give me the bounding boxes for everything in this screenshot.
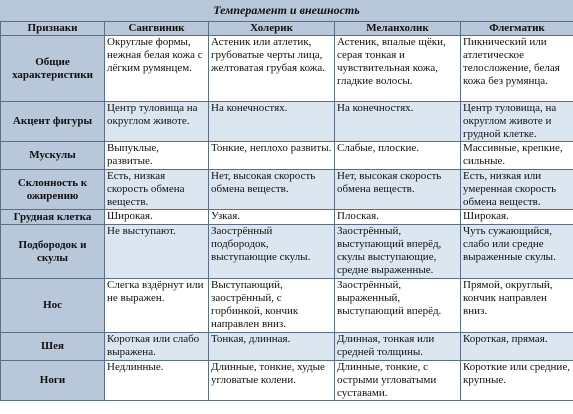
table-cell: Тонкие, неплохо развиты. [209, 142, 335, 170]
table-row [1, 210, 573, 225]
table-cell: Длинные, тонкие, с острыми угловатыми суставами. [335, 361, 461, 401]
table-cell: Не выступают. [105, 225, 209, 279]
table-cell: Заострённый, выраженный, выступающий вперёд. [335, 279, 461, 333]
table-cell: Есть, низкая скорость обмена веществ. [105, 170, 209, 210]
table-cell: Нет, высокая скорость обмена веществ. [209, 170, 335, 210]
table-cell: На конечностях. [335, 102, 461, 142]
table-title: Темперамент и внешность [0, 0, 573, 21]
header-cell: Флегматик [461, 22, 573, 36]
table-cell: Слегка вздёрнут или не выражен. [105, 279, 209, 333]
table-cell: Выступающий, заострённый, с горбинкой, кончик направлен вниз. [209, 279, 335, 333]
table-cell: На конечностях. [209, 102, 335, 142]
table-cell: Тонкая, длинная. [209, 333, 335, 361]
table-cell: Широкая. [461, 210, 573, 225]
table-cell: Нет, высокая скорость обмена веществ. [335, 170, 461, 210]
table-cell: Массивные, крепкие, сильные. [461, 142, 573, 170]
table-cell: Короткая или слабо выражена. [105, 333, 209, 361]
table-cell: Выпуклые, развитые. [105, 142, 209, 170]
table-cell: Широкая. [105, 210, 209, 225]
table-cell: Округлые формы, нежная белая кожа с лёгким румянцем. [105, 36, 209, 102]
row-label: Грудная клетка [1, 210, 105, 225]
row-label: Акцент фигуры [1, 102, 105, 142]
table-cell: Длинные, тонкие, худые угловатые колени. [209, 361, 335, 401]
table-cell: Есть, низкая или умеренная скорость обмена веществ. [461, 170, 573, 210]
row-label: Шея [1, 333, 105, 361]
table-cell: Заострённый, выступающий вперёд, скулы выступающие, средне выраженные. [335, 225, 461, 279]
table-row [1, 36, 573, 102]
table-cell: Недлинные. [105, 361, 209, 401]
table-cell: Астеник или атлетик, грубоватые черты лица, желтоватая грубая кожа. [209, 36, 335, 102]
header-cell: Меланхолик [335, 22, 461, 36]
table-row [1, 361, 573, 401]
table-row [1, 225, 573, 279]
row-label: Подбородок и скулы [1, 225, 105, 279]
table-cell: Короткие или средние, крупные. [461, 361, 573, 401]
row-label: Нос [1, 279, 105, 333]
table-cell: Пикнический или атлетическое телосложение, белая кожа без румянца. [461, 36, 573, 102]
row-label: Общие характеристики [1, 36, 105, 102]
temperament-table [0, 21, 573, 401]
table-row [1, 279, 573, 333]
table-row [1, 142, 573, 170]
header-row [1, 22, 573, 36]
row-label: Ноги [1, 361, 105, 401]
header-cell: Сангвиник [105, 22, 209, 36]
table-cell: Заострённый подбородок, выступающие скулы. [209, 225, 335, 279]
table-cell: Узкая. [209, 210, 335, 225]
table-row [1, 333, 573, 361]
row-label: Склонность к ожирению [1, 170, 105, 210]
table-cell: Центр туловища на округлом животе. [105, 102, 209, 142]
table-cell: Чуть сужающийся, слабо или средне выраженные скулы. [461, 225, 573, 279]
table-cell: Центр туловища, на округлом животе и грудной клетке. [461, 102, 573, 142]
header-cell: Холерик [209, 22, 335, 36]
table-cell: Короткая, прямая. [461, 333, 573, 361]
table-row [1, 102, 573, 142]
header-cell: Признаки [1, 22, 105, 36]
row-label: Мускулы [1, 142, 105, 170]
table-cell: Астеник, впалые щёки, серая тонкая и чувствительная кожа, гладкие волосы. [335, 36, 461, 102]
table-cell: Плоская. [335, 210, 461, 225]
table-cell: Прямой, округлый, кончик направлен вниз. [461, 279, 573, 333]
table-cell: Длинная, тонкая или средней толщины. [335, 333, 461, 361]
table-row [1, 170, 573, 210]
table-cell: Слабые, плоские. [335, 142, 461, 170]
